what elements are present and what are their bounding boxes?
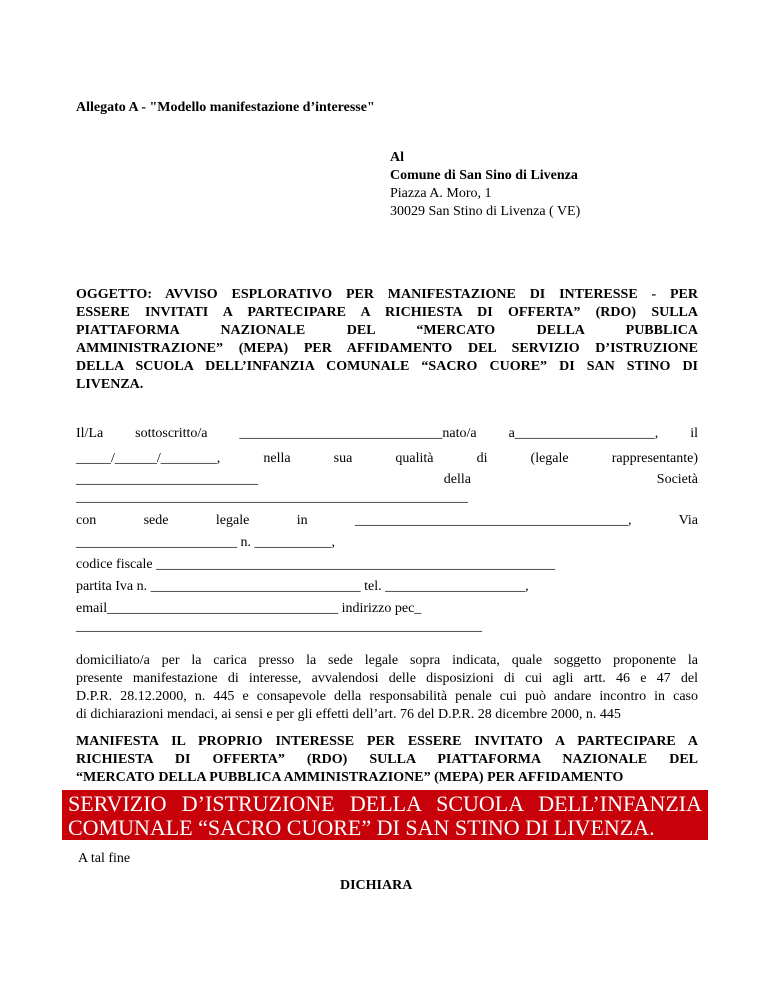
oggetto-line: ESSERE INVITATI A PARTECIPARE A RICHIESTA DI OFFERTA” (RDO) SULLA bbox=[76, 305, 698, 320]
form-line-sede: con sede legale in _______________________________________, Via bbox=[76, 513, 698, 528]
domicilio-line: di dichiarazioni mendaci, ai sensi e per gli effetti dell’art. 76 del D.P.R. 28 dicembre 2000, n. 445 bbox=[76, 707, 621, 722]
recipient-al: Al bbox=[390, 150, 404, 165]
dichiara-heading: DICHIARA bbox=[340, 878, 413, 893]
domicilio-line: D.P.R. 28.12.2000, n. 445 e consapevole della responsabilità penale cui può andare incontro in caso bbox=[76, 689, 698, 704]
oggetto-line: LIVENZA. bbox=[76, 377, 144, 392]
recipient-comune: Comune di San Sino di Livenza bbox=[390, 168, 578, 183]
form-line-sottoscritto: Il/La sottoscritto/a _____________________________nato/a a____________________, il bbox=[76, 426, 698, 441]
allegato-title: Allegato A - "Modello manifestazione d’interesse" bbox=[76, 100, 375, 115]
form-line-via: _______________________ n. ___________, bbox=[76, 535, 335, 550]
manifesta-line: “MERCATO DELLA PUBBLICA AMMINISTRAZIONE” (MEPA) PER AFFIDAMENTO bbox=[76, 770, 624, 785]
domicilio-line: domiciliato/a per la carica presso la sede legale sopra indicata, quale soggetto proponente la bbox=[76, 653, 698, 668]
form-line-email: email_________________________________ indirizzo pec_ bbox=[76, 601, 422, 616]
recipient-city: 30029 San Stino di Livenza ( VE) bbox=[390, 204, 581, 219]
form-line-codice-fiscale: codice fiscale _________________________________________________________ bbox=[76, 557, 556, 572]
recipient-address bbox=[390, 149, 580, 221]
manifesta-line: MANIFESTA IL PROPRIO INTERESSE PER ESSERE INVITATO A PARTECIPARE A bbox=[76, 734, 698, 749]
form-line-blank: ________________________________________________________ bbox=[76, 490, 468, 505]
highlight-line: SERVIZIO D’ISTRUZIONE DELLA SCUOLA DELL’INFANZIA bbox=[68, 791, 702, 816]
form-line-partita-iva: partita Iva n. ______________________________ tel. ____________________, bbox=[76, 579, 529, 594]
form-line-pec-blank: __________________________________________________________ bbox=[76, 619, 482, 634]
highlight-line: COMUNALE “SACRO CUORE” DI SAN STINO DI LIVENZA. bbox=[68, 815, 655, 840]
oggetto-line: PIATTAFORMA NAZIONALE DEL “MERCATO DELLA PUBBLICA bbox=[76, 323, 698, 338]
oggetto-line: AMMINISTRAZIONE” (MEPA) PER AFFIDAMENTO DEL SERVIZIO D’ISTRUZIONE bbox=[76, 341, 698, 356]
oggetto-line: OGGETTO: AVVISO ESPLORATIVO PER MANIFESTAZIONE DI INTERESSE - PER bbox=[76, 287, 698, 302]
manifesta-line: RICHIESTA DI OFFERTA” (RDO) SULLA PIATTAFORMA NAZIONALE DEL bbox=[76, 752, 698, 767]
recipient-street: Piazza A. Moro, 1 bbox=[390, 186, 492, 201]
form-line-societa: __________________________ della Società bbox=[76, 472, 698, 487]
domicilio-line: presente manifestazione di interesse, avvalendosi delle disposizioni di cui agli artt. 46 e 47 del bbox=[76, 671, 698, 686]
a-tal-fine-text: A tal fine bbox=[78, 851, 131, 866]
form-line-nascita: _____/______/________, nella sua qualità di (legale rappresentante) bbox=[76, 451, 698, 466]
oggetto-line: DELLA SCUOLA DELL’INFANZIA COMUNALE “SACRO CUORE” DI SAN STINO DI bbox=[76, 359, 698, 374]
